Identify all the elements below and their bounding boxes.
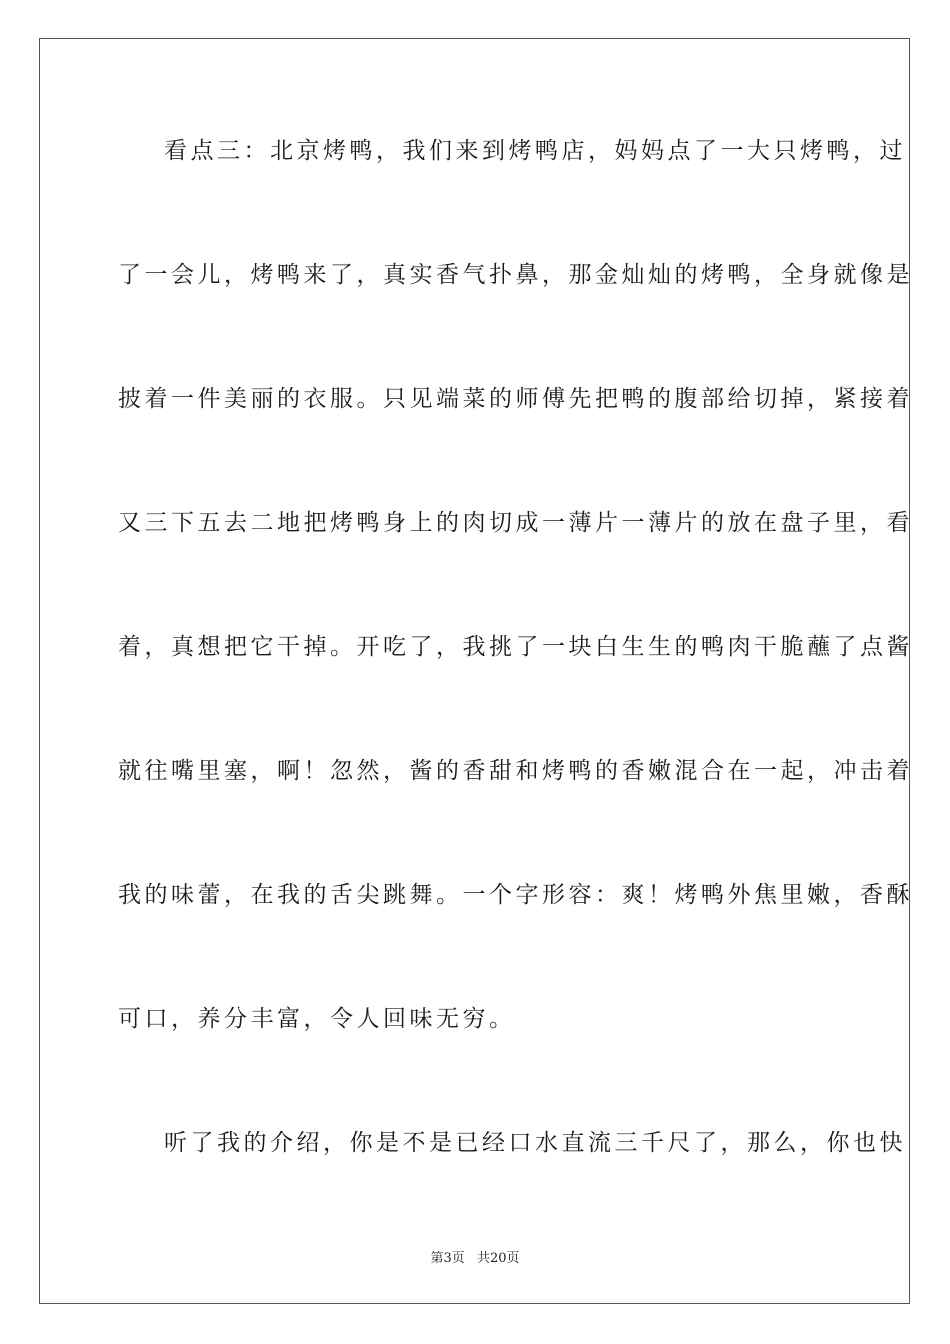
page-footer <box>0 1247 950 1266</box>
page-total: 共20页 <box>476 1251 520 1266</box>
text-line: 了一会儿，烤鸭来了，真实香气扑鼻，那金灿灿的烤鸭，全身就像是 <box>118 262 913 288</box>
page-number: 第3页 <box>430 1251 465 1266</box>
text-line: 听了我的介绍，你是不是已经口水直流三千尺了，那么，你也快 <box>164 1130 906 1156</box>
text-line: 披着一件美丽的衣服。只见端菜的师傅先把鸭的腹部给切掉，紧接着 <box>118 386 913 412</box>
text-line: 我的味蕾，在我的舌尖跳舞。一个字形容：爽！烤鸭外焦里嫩，香酥 <box>118 882 913 908</box>
text-line: 又三下五去二地把烤鸭身上的肉切成一薄片一薄片的放在盘子里，看 <box>118 510 913 536</box>
text-line: 可口，养分丰富，令人回味无穷。 <box>118 1006 516 1032</box>
text-line: 着，真想把它干掉。开吃了，我挑了一块白生生的鸭肉干脆蘸了点酱 <box>118 634 913 660</box>
page-frame <box>39 38 913 1304</box>
text-line: 就往嘴里塞，啊！忽然，酱的香甜和烤鸭的香嫩混合在一起，冲击着 <box>118 758 913 784</box>
text-line: 看点三：北京烤鸭，我们来到烤鸭店，妈妈点了一大只烤鸭，过 <box>164 138 906 164</box>
